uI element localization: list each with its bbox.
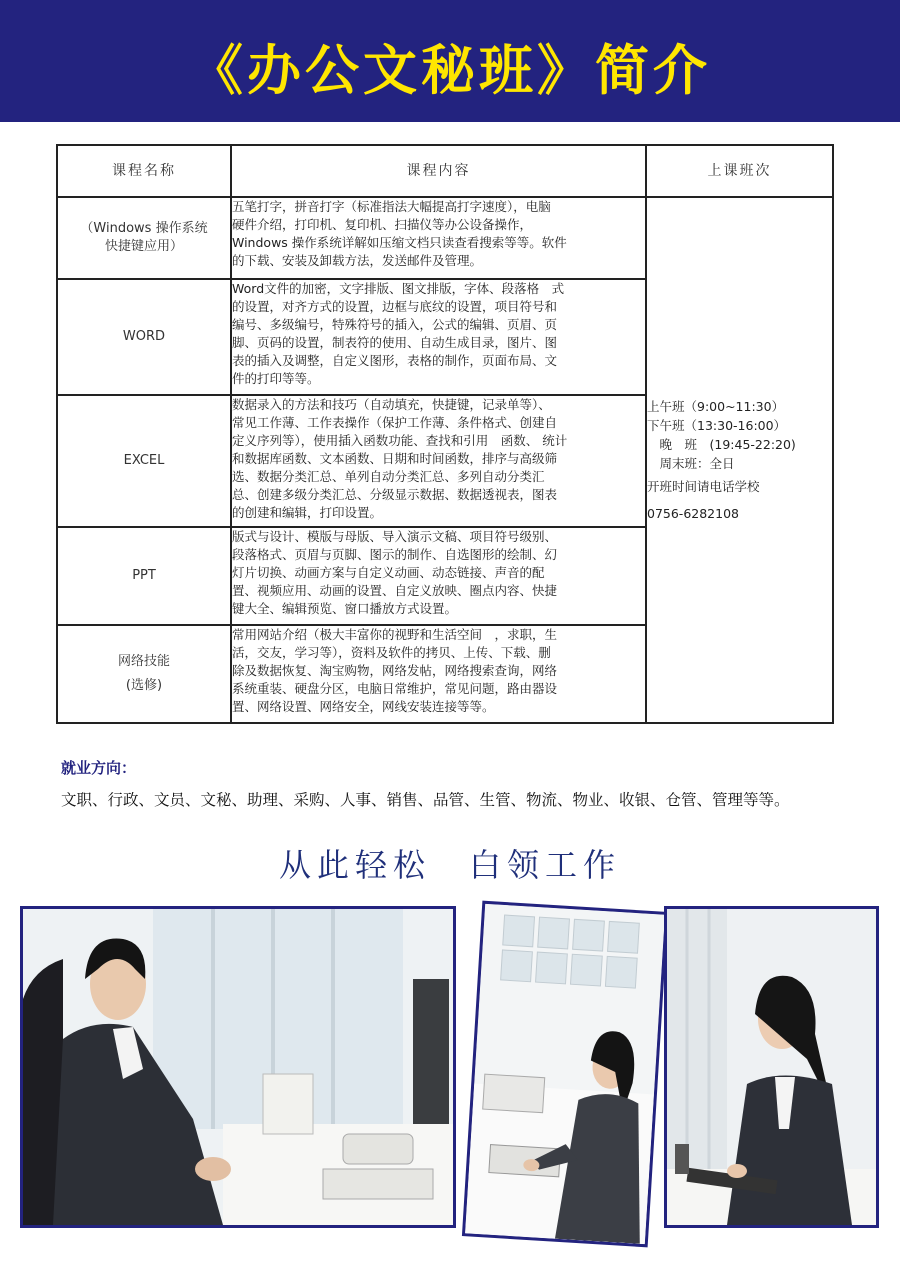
course-content-excel <box>231 395 646 527</box>
schedule-cell <box>646 197 833 723</box>
content-line: 系统重装、硬盘分区，电脑日常维护，常见问题，路由器设 <box>232 681 558 696</box>
schedule-morning: 上午班（9:00~11:30） <box>647 399 785 414</box>
career-text: 文职、行政、文员、文秘、助理、采购、人事、销售、品管、生管、物流、物业、收银、仓管、管理等等。 <box>61 791 790 809</box>
table-header-row <box>57 145 833 197</box>
slogan: 从此轻松 白领工作 <box>278 846 621 884</box>
career-label: 就业方向： <box>61 759 137 777</box>
content-line: 的创建和编辑，打印设置。 <box>232 505 383 520</box>
schedule-afternoon: 下午班（13:30-16:00） <box>647 418 787 433</box>
content-line: 置、视频应用、动画的设置、自定义放映、圈点内容、快捷 <box>232 583 558 598</box>
header-course-name: 课程名称 <box>57 145 231 197</box>
content-line: 常见工作薄、工作表操作（保护工作薄、条件格式、创建自 <box>232 415 558 430</box>
content-line: 选、数据分类汇总、单列自动分类汇总、多列自动分类汇 <box>232 469 545 484</box>
header-schedule: 上课班次 <box>646 145 833 197</box>
content-line: 脚、页码的设置，制表符的使用、自动生成目录，图片、图 <box>232 335 558 350</box>
content-line: 数据录入的方法和技巧（自动填充，快捷键，记录单等）、 <box>232 397 551 412</box>
course-content-network <box>231 625 646 723</box>
course-name-excel: EXCEL <box>57 395 231 527</box>
woman-writing-photo <box>664 906 879 1228</box>
content-line: 编号、多级编号，特殊符号的插入，公式的编辑、页眉、页 <box>232 317 558 332</box>
phone-number: 0756-6282108 <box>647 506 739 521</box>
table-row <box>57 197 833 279</box>
content-line: 键大全、编辑预览、窗口播放方式设置。 <box>232 601 458 616</box>
content-line: 灯片切换、动画方案与自定义动画、动态链接、声音的配 <box>232 565 545 580</box>
content-line: Windows 操作系统详解如压缩文档只读查看搜索等等。软件 <box>232 235 567 250</box>
content-line: Word文件的加密，文字排版、图文排版，字体、段落格 式 <box>232 281 565 296</box>
course-name-word: WORD <box>57 279 231 395</box>
content-line: 置、网络设置、网络安全，网线安装连接等等。 <box>232 699 495 714</box>
woman-writing-illustration <box>667 909 876 1225</box>
content-line: 的下载、安装及卸载方法，发送邮件及管理。 <box>232 253 483 268</box>
content-line: 段落格式、页眉与页脚、图示的制作、自选图形的绘制、幻 <box>232 547 558 562</box>
course-table <box>56 144 834 724</box>
content-line: 总、创建多级分类汇总、分级显示数据、数据透视表，图表 <box>232 487 558 502</box>
header-course-content: 课程内容 <box>231 145 646 197</box>
content-line: 活，交友，学习等），资料及软件的拷贝、上传、下载、删 <box>232 645 551 660</box>
course-name-network <box>57 625 231 723</box>
content-line: 和数据库函数、文本函数、日期和时间函数，排序与高级筛 <box>232 451 558 466</box>
content-line: 硬件介绍，打印机、复印机、扫描仪等办公设备操作， <box>232 217 533 232</box>
schedule-evening: 晚 班 (19:45-22:20) <box>647 437 796 452</box>
course-name-line: 快捷键应用） <box>104 239 183 254</box>
content-line: 除及数据恢复、淘宝购物，网络发帖，网络搜索查询，网络 <box>232 663 558 678</box>
woman-typing-illustration <box>465 904 665 1244</box>
course-name-line: （Windows 操作系统 <box>80 221 208 236</box>
content-line: 版式与设计、模版与母版、导入演示文稿、项目符号级别、 <box>232 529 558 544</box>
content-line: 件的打印等等。 <box>232 371 320 386</box>
content-line: 常用网站介绍（极大丰富你的视野和生活空间 ，求职，生 <box>232 627 558 642</box>
course-content-ppt <box>231 527 646 625</box>
course-content-windows <box>231 197 646 279</box>
schedule-weekend: 周末班：全日 <box>647 456 735 471</box>
content-line: 表的插入及调整，自定义图形，表格的制作，页面布局、文 <box>232 353 558 368</box>
page-title: 《办公文秘班》简介 <box>189 39 711 102</box>
course-name-ppt: PPT <box>57 527 231 625</box>
course-name-line: 网络技能 <box>117 654 170 669</box>
man-at-desk-illustration <box>23 909 453 1225</box>
woman-typing-photo <box>462 901 668 1248</box>
content-line: 五笔打字，拼音打字（标准指法大幅提高打字速度），电脑 <box>232 199 551 214</box>
content-line: 定义序列等），使用插入函数功能、查找和引用 函数、 统计 <box>232 433 568 448</box>
schedule-note: 开班时间请电话学校 <box>647 479 760 494</box>
course-content-word <box>231 279 646 395</box>
man-at-desk-photo <box>20 906 456 1228</box>
course-name-windows <box>57 197 231 279</box>
content-line: 的设置，对齐方式的设置，边框与底纹的设置，项目符号和 <box>232 299 558 314</box>
course-name-line: (选修) <box>125 678 163 693</box>
